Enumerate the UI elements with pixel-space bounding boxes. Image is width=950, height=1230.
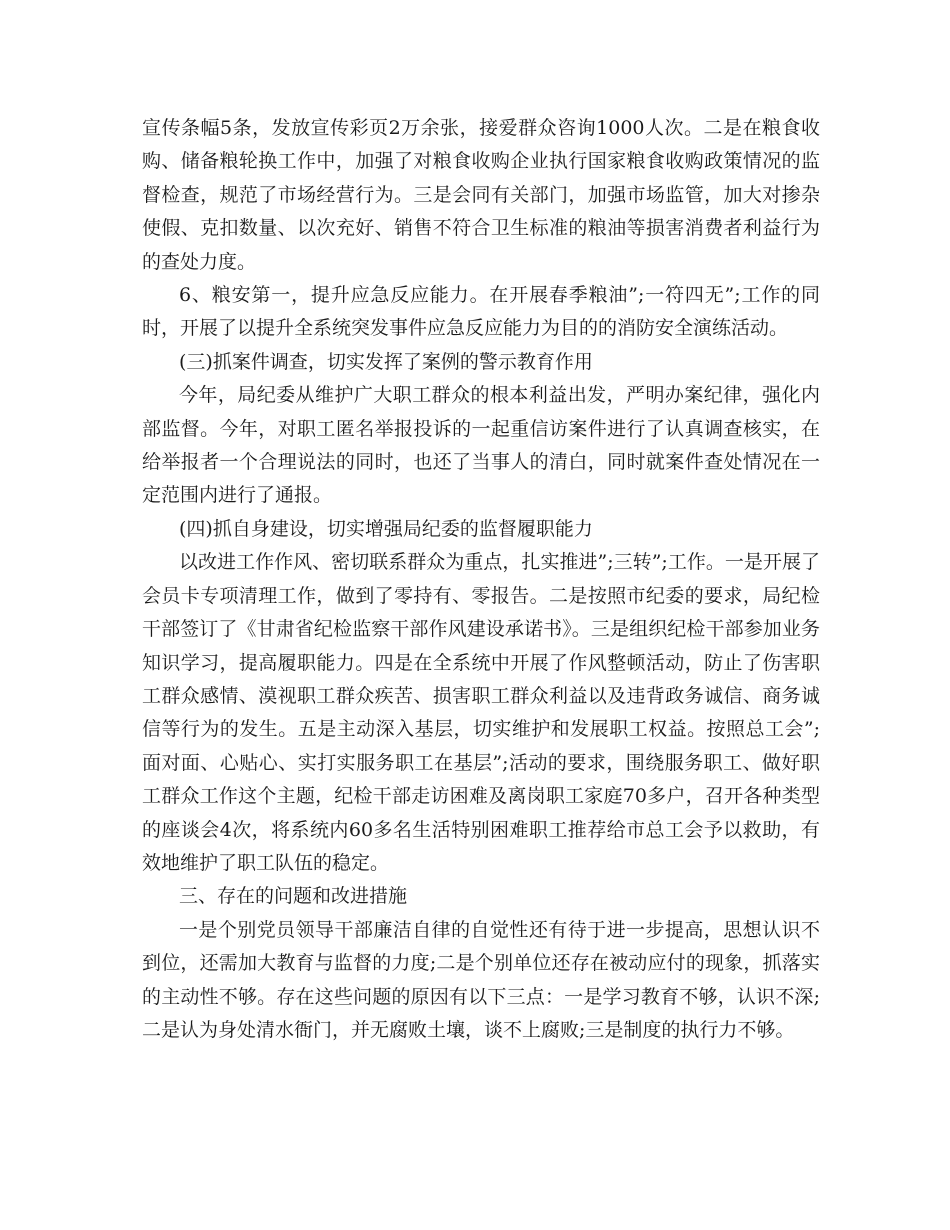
section-heading-3: (三)抓案件调查，切实发挥了案例的警示教育作用 xyxy=(179,350,593,373)
paragraph-6: 以改进工作作风、密切联系群众为重点，扎实推进”;三转”;工作。一是开展了会员卡专项清理工作，做到了零持有、零报告。二是按照市纪委的要求，局纪检干部签订了《甘肃省纪检监察干部作风建设承诺书》。三是组织纪检干部参加业务知识学习，提高履职能力。四是在全系统中开展了作风整顿活动，防止了伤害职工群众感情、漠视职工群众疾苦、损害职工群众利益以及违背政务诚信、商务诚信等行为的发生。五是主动深入基层，切实维护和发展职工权益。按照总工会”;面对面、心贴心、实打实服务职工在基层”;活动的要求，围绕服务职工、做好职工群众工作这个主题，纪检干部走访困难及离岗职工家庭70多户，召开各种类型的座谈会4次，将系统内60多名生活特别困难职工推荐给市总工会予以救助，有效地维护了职工队伍的稳定。 xyxy=(142,551,820,874)
paragraph-2: 6、粮安第一，提升应急反应能力。在开展春季粮油”;一符四无”;工作的同时，开展了以提升全系统突发事件应急反应能力为目的的消防安全演练活动。 xyxy=(142,284,820,340)
paragraph-1: 宣传条幅5条，发放宣传彩页2万余张，接爱群众咨询1000人次。二是在粮食收购、储备粮轮换工作中，加强了对粮食收购企业执行国家粮食收购政策情况的监督检查，规范了市场经营行为。三是会同有关部门，加强市场监管，加大对掺杂使假、克扣数量、以次充好、销售不符合卫生标准的粮油等损害消费者利益行为的查处力度。 xyxy=(142,117,820,273)
paragraph-4: 今年，局纪委从维护广大职工群众的根本利益出发，严明办案纪律，强化内部监督。今年，对职工匿名举报投诉的一起重信访案件进行了认真调查核实，在给举报者一个合理说法的同时，也还了当事人的清白，同时就案件查处情况在一定范围内进行了通报。 xyxy=(142,384,820,507)
paragraph-8: 一是个别党员领导干部廉洁自律的自觉性还有待于进一步提高，思想认识不到位，还需加大教育与监督的力度;二是个别单位还存在被动应付的现象，抓落实的主动性不够。存在这些问题的原因有以下三点：一是学习教育不够，认识不深;二是认为身处清水衙门，并无腐败土壤，谈不上腐败;三是制度的执行力不够。 xyxy=(142,918,820,1041)
section-heading-problems: 三、存在的问题和改进措施 xyxy=(179,885,408,908)
section-heading-4: (四)抓自身建设，切实增强局纪委的监督履职能力 xyxy=(179,517,593,540)
